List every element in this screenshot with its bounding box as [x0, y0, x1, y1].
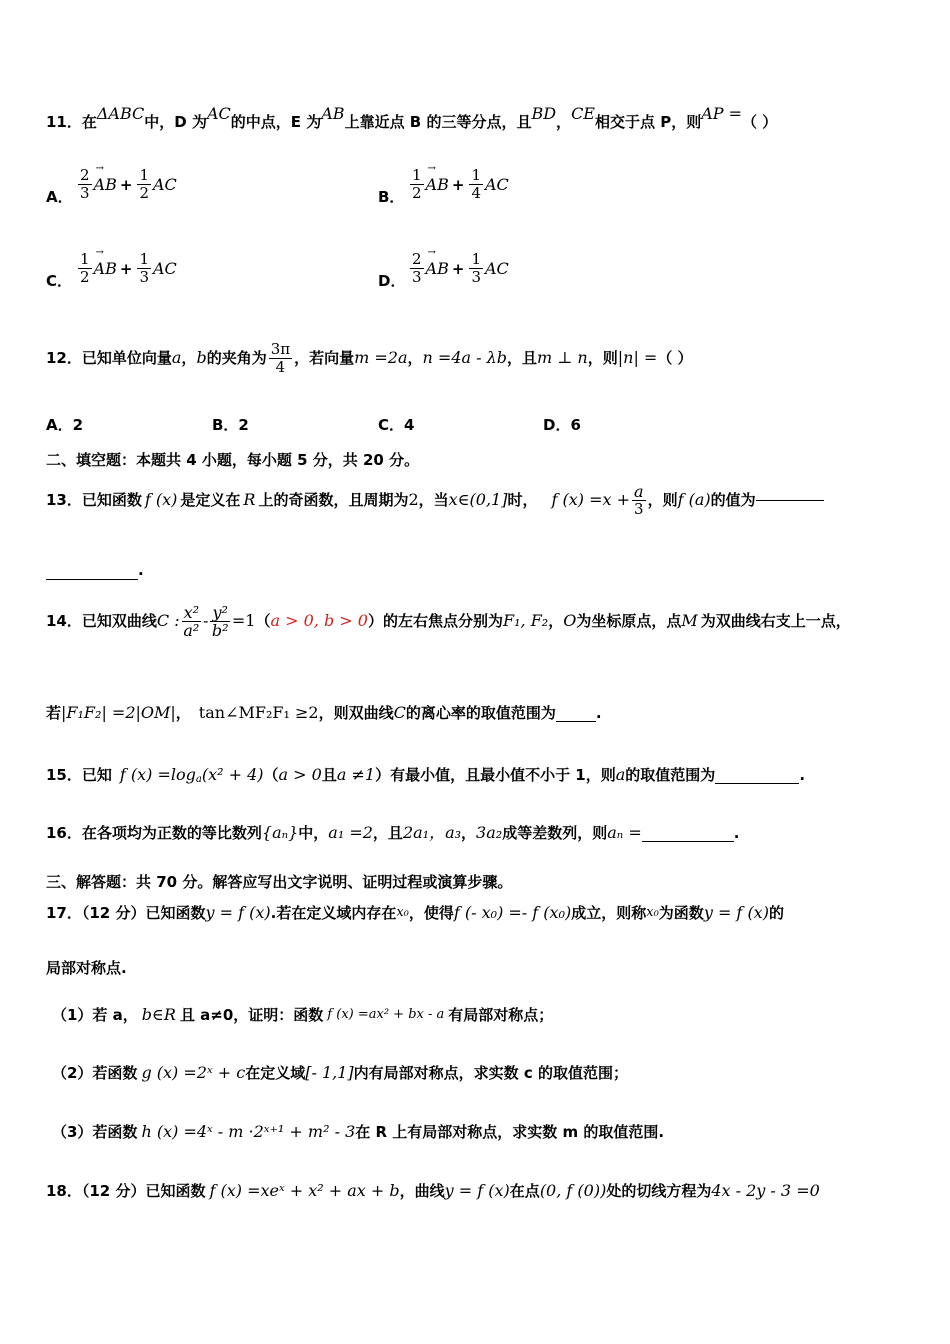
q15-number: 15．已知	[46, 766, 112, 784]
q14-m: M	[681, 611, 698, 630]
q13-period-mark: .	[138, 561, 144, 579]
q16-text: ，	[461, 824, 477, 842]
q17-text: ，使得	[408, 904, 454, 922]
q12-option-d[interactable]: D．6	[543, 416, 581, 434]
q12-number: 12．已知单位向量	[46, 349, 172, 367]
section-solution-heading: 三、解答题：共 70 分。解答应写出文字说明、证明过程或演算步骤。	[46, 873, 513, 891]
option-label: C．	[46, 272, 73, 290]
q14-fraction-x: $\frac{\text{x²}}{\text{a²}}$	[183, 602, 200, 640]
q17-part2-text: 内有局部对称点，求实数 c 的取值范围；	[353, 1064, 628, 1082]
q15-c1: a > 0	[278, 765, 322, 784]
vector-ab: → AB	[426, 259, 449, 278]
q14-text: ，	[548, 612, 564, 630]
q12-text: ，若向量	[294, 349, 355, 367]
question-17-part-3	[52, 1119, 664, 1145]
vector-ac: AC	[152, 259, 177, 278]
q11-text: ，	[556, 113, 572, 131]
q15-text: ）有最小值，且最小值不小于 1，则	[375, 766, 616, 784]
q12-option-c[interactable]: C．4	[378, 416, 415, 434]
q11-text: 上靠近点 B 的三等分点，且	[344, 113, 532, 131]
q17-number: 17．（12 分）已知函数	[46, 904, 206, 922]
question-17-part-2	[52, 1060, 628, 1086]
q18-function: f (x) =xeˣ + x² + ax + b	[209, 1181, 400, 1200]
q17-text: .若在定义域内存在	[270, 904, 397, 922]
q11-text: 的中点，E 为	[230, 113, 322, 131]
q12-option-b[interactable]: B．2	[212, 416, 249, 434]
option-label: D．	[378, 272, 406, 290]
q11-option-c[interactable]	[46, 246, 177, 291]
q13-text: 的值为	[710, 491, 756, 509]
q14-c: C :	[156, 611, 180, 630]
q14-minus: -	[203, 611, 209, 630]
fraction: $\frac{1}{3}$	[139, 250, 149, 286]
q16-seq: {aₙ}	[261, 823, 299, 842]
q14-tan: tan∠MF₂F₁ ≥2	[198, 703, 319, 722]
question-14-stem	[46, 596, 851, 646]
q18-text: 处的切线方程为	[606, 1182, 712, 1200]
q18-text: 在点	[509, 1182, 540, 1200]
vector-ab: → AB	[94, 175, 117, 194]
q14-text: 的离心率的取值范围为	[405, 704, 556, 722]
q14-condition2: |F₁F₂| =2|OM|	[61, 703, 176, 722]
q14-text: ，	[175, 704, 191, 722]
q11-ab: AB	[321, 104, 345, 123]
q12-text: ，则	[587, 349, 618, 367]
q13-period: 2	[408, 490, 419, 509]
question-13-stem	[46, 478, 824, 522]
q11-ap: AP =	[701, 104, 743, 123]
question-17-stem	[46, 900, 784, 926]
q17-part2-domain: [- 1,1]	[305, 1063, 354, 1082]
question-12-stem	[46, 336, 693, 380]
q12-paren: （ ）	[657, 349, 693, 367]
q14-text: 的左右焦点分别为	[382, 612, 503, 630]
q15-fx: f (x) =log	[119, 765, 196, 784]
q17-text: 成立，则称	[571, 904, 647, 922]
plus: +	[119, 259, 133, 278]
q14-text: 为坐标原点，点	[576, 612, 682, 630]
q17-part1-text: 且 a≠0，证明：函数	[179, 1006, 324, 1024]
vector-ab: → AB	[426, 175, 449, 194]
q17-part1-function: f (x) =ax² + bx - a	[327, 1007, 445, 1022]
q15-a: a	[615, 765, 626, 784]
q18-point: (0, f (0))	[539, 1181, 607, 1200]
q14-text: 若	[46, 704, 62, 722]
vector-ac: AC	[484, 259, 509, 278]
q17-part2-function: g (x) =2ˣ + c	[141, 1063, 246, 1082]
fraction: $\frac{1}{2}$	[139, 166, 149, 202]
q11-option-b[interactable]	[378, 162, 509, 207]
q11-paren: （ ）	[742, 113, 778, 131]
q15-arg: (x² + 4)	[201, 765, 264, 784]
question-17-line2: 局部对称点.	[46, 959, 127, 977]
q11-option-d[interactable]	[378, 246, 509, 291]
fraction: $\frac{1}{4}$	[471, 166, 481, 202]
q16-number: 16．在各项均为正数的等比数列	[46, 824, 262, 842]
q16-an: aₙ =	[607, 823, 642, 842]
q17-part3-text: 在 R 上有局部对称点，求实数 m 的取值范围.	[355, 1123, 665, 1141]
vector-ab: → AB	[94, 259, 117, 278]
question-18-stem	[46, 1178, 820, 1204]
section-fill-in-heading: 二、填空题：本题共 4 小题，每小题 5 分，共 20 分。	[46, 451, 420, 469]
q13-r: R	[243, 490, 256, 509]
option-label: B．	[378, 188, 405, 206]
option-label: A．	[46, 188, 73, 206]
q13-text: ，则	[647, 491, 678, 509]
q14-text: ，则双曲线	[318, 704, 394, 722]
q13-fa: f (a)	[677, 490, 711, 509]
answer-blank[interactable]	[642, 825, 734, 842]
question-15-stem	[46, 762, 805, 788]
plus: +	[119, 175, 133, 194]
q11-ce: CE	[571, 104, 595, 123]
q14-eq: =1	[231, 611, 256, 630]
q14-paren: ）	[367, 612, 383, 630]
fraction: $\frac{1}{2}$	[412, 166, 422, 202]
q15-text: 的取值范围为	[625, 766, 716, 784]
q11-triangle: ΔABC	[96, 104, 145, 123]
q12-n: n =4a - λb	[422, 348, 508, 367]
q13-number: 13．已知函数	[46, 491, 142, 509]
question-11-stem	[46, 104, 778, 132]
q17-x0: x₀	[646, 905, 659, 920]
q14-c2: C	[393, 703, 406, 722]
q13-text: ，当	[418, 491, 449, 509]
q18-text: ，曲线	[399, 1182, 445, 1200]
q16-text: 成等差数列，则	[502, 824, 608, 842]
question-13-continued	[46, 560, 144, 580]
q12-text: ，且	[507, 349, 538, 367]
q12-comma: ，	[407, 349, 423, 367]
q14-number: 14．已知双曲线	[46, 612, 157, 630]
q12-norm: |n| =	[617, 348, 658, 367]
q11-number: 11．在	[46, 113, 97, 131]
q17-part1-text: 有局部对称点；	[448, 1006, 554, 1024]
q16-text: ，且	[372, 824, 403, 842]
q14-text: 为双曲线右支上一点，	[700, 612, 851, 630]
vector-ac: AC	[152, 175, 177, 194]
q17-part1-text: （1）若 a，	[52, 1006, 138, 1024]
q17-y: y = f (x)	[205, 903, 271, 922]
answer-blank[interactable]	[756, 500, 824, 501]
q16-text: 中，	[298, 824, 329, 842]
q17-part1-math: b∈R	[141, 1005, 176, 1024]
q14-condition: a > 0, b > 0	[270, 611, 368, 630]
q12-b: b	[196, 348, 207, 367]
question-14-line2	[46, 700, 602, 726]
q13-definition: f (x) =x +	[551, 490, 631, 509]
vector-ac: AC	[484, 175, 509, 194]
q13-fraction: $\frac{a}{3}$	[634, 481, 644, 518]
q16-terms: 2a₁，a₃	[402, 823, 462, 842]
q13-text: 上的奇函数，且周期为	[258, 491, 409, 509]
fraction: $\frac{2}{3}$	[80, 166, 90, 202]
q17-text: 的	[768, 904, 784, 922]
q18-number: 18．（12 分）已知函数	[46, 1182, 206, 1200]
question-17-part-1	[52, 1002, 553, 1028]
q16-a1: a₁ =2	[328, 823, 373, 842]
q12-a: a	[171, 348, 182, 367]
q14-foci: F₁, F₂	[503, 611, 549, 630]
q12-angle-fraction: $\frac{3\pi}{4}$	[270, 339, 291, 376]
q18-y: y = f (x)	[444, 1181, 510, 1200]
q17-x0: x₀	[396, 905, 409, 920]
q13-text: 时，	[507, 491, 538, 509]
q15-period-mark: .	[799, 766, 806, 784]
q15-c2: a ≠1	[336, 765, 376, 784]
answer-blank[interactable]	[556, 705, 596, 722]
q18-tangent-equation: 4x - 2y - 3 =0	[711, 1181, 820, 1200]
q14-fraction-y: $\frac{\text{y²}}{\text{b²}}$	[211, 602, 229, 640]
q15-text: 且	[321, 766, 337, 784]
q14-o: O	[563, 611, 577, 630]
q17-part3-text: （3）若函数	[52, 1123, 138, 1141]
q17-part2-text: 在定义域	[245, 1064, 306, 1082]
q13-text: 是定义在	[180, 491, 241, 509]
q11-text: 中，D 为	[144, 113, 207, 131]
q12-perp: m ⊥ n	[537, 348, 588, 367]
q12-option-a[interactable]: A．2	[46, 416, 84, 434]
q11-bd: BD	[531, 104, 557, 123]
fraction: $\frac{2}{3}$	[412, 250, 422, 286]
fraction: $\frac{1}{3}$	[471, 250, 481, 286]
q11-text: 相交于点 P，则	[594, 113, 702, 131]
q15-text: （	[263, 766, 279, 784]
q15-sub: a	[195, 774, 202, 785]
answer-blank[interactable]	[46, 563, 138, 580]
plus: +	[451, 259, 465, 278]
q13-domain: x∈(0,1]	[448, 490, 508, 509]
q17-y: y = f (x)	[703, 903, 769, 922]
q16-a2: 3a₂	[476, 823, 503, 842]
fraction: $\frac{1}{2}$	[80, 250, 90, 286]
q17-part3-function: h (x) =4ˣ - m ·2ˣ⁺¹ + m² - 3	[141, 1122, 356, 1141]
q17-condition: f (- x₀) =- f (x₀)	[453, 903, 572, 922]
q14-period-mark: .	[595, 704, 602, 722]
q14-paren: （	[255, 612, 271, 630]
plus: +	[451, 175, 465, 194]
q12-m: m =2a	[354, 348, 408, 367]
q11-ac: AC	[206, 104, 231, 123]
q12-comma: ，	[181, 349, 197, 367]
answer-blank[interactable]	[715, 767, 799, 784]
q16-period-mark: .	[733, 824, 740, 842]
q11-option-a[interactable]	[46, 162, 177, 207]
question-16-stem	[46, 820, 739, 846]
q12-text: 的夹角为	[206, 349, 267, 367]
q17-text: 为函数	[658, 904, 704, 922]
q17-part2-text: （2）若函数	[52, 1064, 138, 1082]
q13-fx: f (x)	[144, 490, 178, 509]
